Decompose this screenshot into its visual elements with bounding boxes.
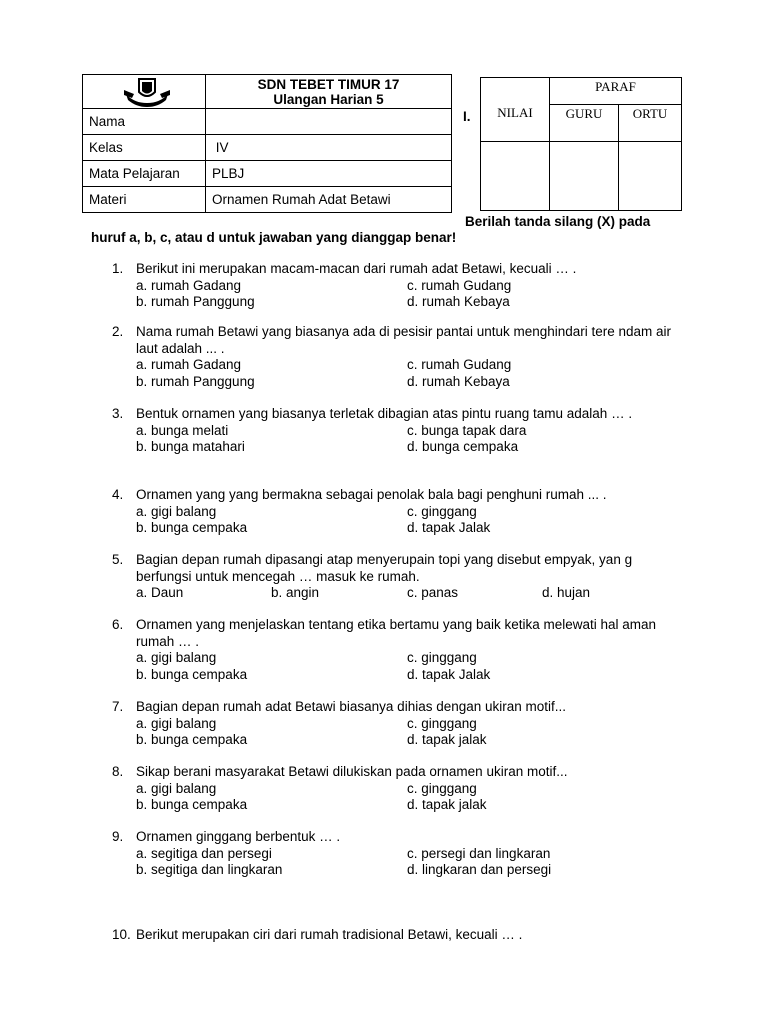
question-3 xyxy=(112,406,692,456)
option-b[interactable]: b. bunga matahari xyxy=(136,439,245,454)
option-c[interactable]: c. ginggang xyxy=(407,780,477,796)
option-b[interactable]: b. bunga cempaka xyxy=(136,520,248,535)
paraf-label: PARAF xyxy=(550,78,682,105)
question-number: 2. xyxy=(112,324,124,339)
section-marker: I. xyxy=(463,109,471,124)
option-d[interactable]: d. tapak Jalak xyxy=(407,520,491,535)
title-cell xyxy=(206,75,452,109)
option-c[interactable]: c. ginggang xyxy=(407,650,477,665)
question-6 xyxy=(112,617,692,683)
score-table xyxy=(480,77,682,211)
row-mapel xyxy=(83,161,452,187)
question-number: 3. xyxy=(112,406,124,421)
value-kelas: IV xyxy=(206,135,452,161)
question-text: Ornamen ginggang berbentuk … . xyxy=(136,829,341,844)
option-d[interactable]: d. tapak jalak xyxy=(407,732,487,747)
option-c[interactable]: c. ginggang xyxy=(407,715,477,731)
question-5 xyxy=(112,552,692,602)
question-8 xyxy=(112,764,692,814)
option-d[interactable]: d. tapak Jalak xyxy=(407,666,491,682)
option-a[interactable]: a. rumah Gadang xyxy=(136,357,242,372)
option-c[interactable]: c. panas xyxy=(407,585,459,600)
option-d[interactable]: d. bunga cempaka xyxy=(407,439,519,454)
option-a[interactable]: a. segitiga dan persegi xyxy=(136,845,272,861)
ortu-label: ORTU xyxy=(619,104,682,141)
question-text: Ornamen yang yang bermakna sebagai penolak bala bagi penghuni rumah ... . xyxy=(136,487,607,502)
logo-cell xyxy=(83,75,206,109)
question-number: 5. xyxy=(112,552,124,567)
option-d[interactable]: d. lingkaran dan persegi xyxy=(407,862,552,877)
question-text: Ornamen yang menjelaskan tentang etika bertamu yang baik ketika melewati hal aman rumah … . xyxy=(136,617,657,649)
question-9 xyxy=(112,829,692,879)
question-text: Berikut merupakan ciri dari rumah tradisional Betawi, kecuali … . xyxy=(136,927,523,942)
option-c[interactable]: c. ginggang xyxy=(407,503,477,519)
question-text: Sikap berani masyarakat Betawi dilukiskan pada ornamen ukiran motif... xyxy=(136,764,568,779)
nilai-label: NILAI xyxy=(481,78,550,142)
label-materi: Materi xyxy=(83,187,206,213)
option-b[interactable]: b. angin xyxy=(271,585,320,600)
question-text: Bagian depan rumah dipasangi atap menyerupain topi yang disebut empyak, yan g berfungsi untuk mencegah … masuk ke rumah. xyxy=(136,552,633,584)
question-text: Bentuk ornamen yang biasanya terletak dibagian atas pintu ruang tamu adalah … . xyxy=(136,406,633,421)
option-a[interactable]: a. bunga melati xyxy=(136,422,229,438)
option-c[interactable]: c. rumah Gudang xyxy=(407,357,512,372)
school-name: SDN TEBET TIMUR 17 xyxy=(257,76,400,92)
option-a[interactable]: a. rumah Gadang xyxy=(136,277,242,293)
question-number: 9. xyxy=(112,829,124,844)
guru-sign-box[interactable] xyxy=(550,142,619,211)
option-d[interactable]: d. hujan xyxy=(542,585,591,600)
instruction-line-1: Berilah tanda silang (X) pada xyxy=(465,214,651,229)
question-number: 10. xyxy=(112,927,131,942)
question-number: 4. xyxy=(112,487,124,502)
school-logo-icon xyxy=(122,76,172,108)
row-kelas xyxy=(83,135,452,161)
guru-label: GURU xyxy=(550,104,619,141)
label-mapel: Mata Pelajaran xyxy=(83,161,206,187)
ortu-sign-box[interactable] xyxy=(619,142,682,211)
question-text: Nama rumah Betawi yang biasanya ada di pesisir pantai untuk menghindari tere ndam air laut adalah ... . xyxy=(136,324,672,356)
question-text: Bagian depan rumah adat Betawi biasanya dihias dengan ukiran motif... xyxy=(136,699,567,714)
option-b[interactable]: b. bunga cempaka xyxy=(136,797,248,812)
instruction-line-2: huruf a, b, c, atau d untuk jawaban yang dianggap benar! xyxy=(91,230,457,245)
question-2 xyxy=(112,324,692,390)
row-nama xyxy=(83,109,452,135)
value-materi: Ornamen Rumah Adat Betawi xyxy=(206,187,452,213)
option-b[interactable]: b. segitiga dan lingkaran xyxy=(136,862,283,877)
question-number: 8. xyxy=(112,764,124,779)
nilai-box[interactable] xyxy=(481,142,550,211)
question-number: 7. xyxy=(112,699,124,714)
option-b[interactable]: b. bunga cempaka xyxy=(136,732,248,747)
question-10 xyxy=(112,927,692,944)
option-c[interactable]: c. rumah Gudang xyxy=(407,277,512,293)
option-d[interactable]: d. tapak jalak xyxy=(407,797,487,812)
option-b[interactable]: b. bunga cempaka xyxy=(136,666,248,682)
exam-title: Ulangan Harian 5 xyxy=(273,91,384,107)
label-nama: Nama xyxy=(83,109,206,135)
question-1 xyxy=(112,261,692,311)
option-a[interactable]: a. Daun xyxy=(136,585,184,600)
option-c[interactable]: c. bunga tapak dara xyxy=(407,422,527,438)
question-4 xyxy=(112,487,692,537)
option-d[interactable]: d. rumah Kebaya xyxy=(407,373,510,389)
option-c[interactable]: c. persegi dan lingkaran xyxy=(407,845,551,861)
option-a[interactable]: a. gigi balang xyxy=(136,503,217,519)
value-mapel: PLBJ xyxy=(206,161,452,187)
option-b[interactable]: b. rumah Panggung xyxy=(136,294,255,309)
value-nama[interactable] xyxy=(206,109,452,135)
question-number: 1. xyxy=(112,261,124,276)
option-a[interactable]: a. gigi balang xyxy=(136,715,217,731)
label-kelas: Kelas xyxy=(83,135,206,161)
question-7 xyxy=(112,699,692,749)
identity-table xyxy=(82,74,452,213)
row-materi xyxy=(83,187,452,213)
question-text: Berikut ini merupakan macam-macan dari rumah adat Betawi, kecuali … . xyxy=(136,261,577,276)
option-d[interactable]: d. rumah Kebaya xyxy=(407,294,510,309)
option-a[interactable]: a. gigi balang xyxy=(136,650,217,665)
question-number: 6. xyxy=(112,617,124,632)
option-a[interactable]: a. gigi balang xyxy=(136,780,217,796)
option-b[interactable]: b. rumah Panggung xyxy=(136,373,255,389)
